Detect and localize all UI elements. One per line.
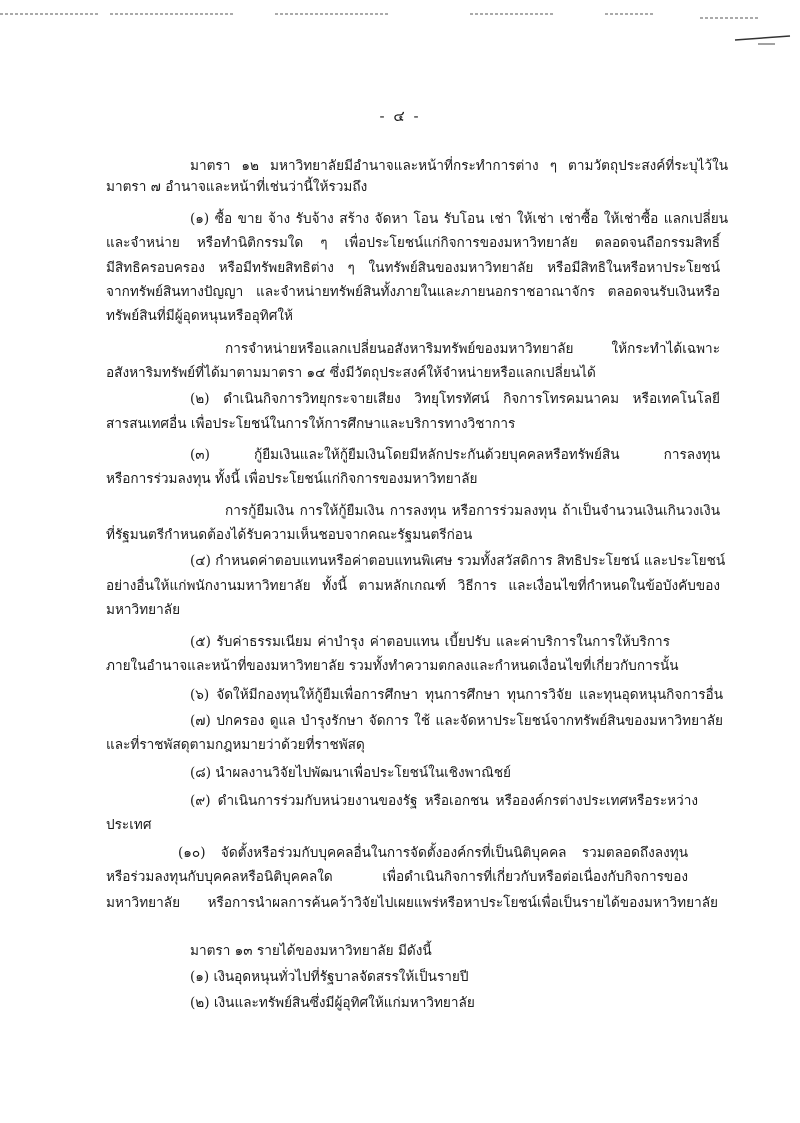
paragraph-line: อสังหาริมทรัพย์ที่ได้มาตามมาตรา ๑๔ ซึ่งมีวัตถุประสงค์ให้จำหน่ายหรือแลกเปลี่ยนได้ bbox=[106, 365, 596, 381]
section-13-heading-line: มาตรา ๑๓ รายได้ของมหาวิทยาลัย มีดังนี้ bbox=[190, 943, 432, 959]
paragraph-line: มีสิทธิครอบครอง หรือมีทรัพยสิทธิต่าง ๆ ในทรัพย์สินของมหาวิทยาลัย หรือมีสิทธิในหรือหาประโยชน์ bbox=[106, 260, 720, 276]
income-item-2-line: (๒) เงินและทรัพย์สินซึ่งมีผู้อุทิศให้แก่มหาวิทยาลัย bbox=[190, 995, 475, 1011]
paragraph-line: ที่รัฐมนตรีกำหนดต้องได้รับความเห็นชอบจากคณะรัฐมนตรีก่อน bbox=[106, 527, 473, 543]
paragraph-line: ประเทศ bbox=[106, 817, 152, 833]
paragraph-line: และที่ราชพัสดุตามกฎหมายว่าด้วยที่ราชพัสดุ bbox=[106, 737, 365, 753]
paragraph-line: มหาวิทยาลัย หรือการนำผลการค้นคว้าวิจัยไปเผยแพร่หรือหาประโยชน์เพื่อเป็นรายได้ของมหาวิทยาลัย bbox=[106, 895, 718, 911]
paragraph-line: ทรัพย์สินที่มีผู้อุดหนุนหรืออุทิศให้ bbox=[106, 308, 293, 324]
item-8-line: (๘) นำผลงานวิจัยไปพัฒนาเพื่อประโยชน์ในเชิงพาณิชย์ bbox=[190, 765, 512, 781]
page-number: - ๔ - bbox=[379, 107, 421, 125]
item-10-line: (๑๐) จัดตั้งหรือร่วมกับบุคคลอื่นในการจัดตั้งองค์กรที่เป็นนิติบุคคล รวมตลอดถึงลงทุน bbox=[178, 845, 688, 861]
paragraph-line: หรือร่วมลงทุนกับบุคคลหรือนิติบุคคลใด เพื่อดำเนินกิจการที่เกี่ยวกับหรือต่อเนื่องกับกิจการของ bbox=[106, 869, 688, 885]
paragraph-line: การกู้ยืมเงิน การให้กู้ยืมเงิน การลงทุน หรือการร่วมลงทุน ถ้าเป็นจำนวนเงินเกินวงเงิน bbox=[225, 503, 720, 519]
paragraph-line: หรือการร่วมลงทุน ทั้งนี้ เพื่อประโยชน์แก่กิจการของมหาวิทยาลัย bbox=[106, 471, 478, 487]
paragraph-line: และจำหน่าย หรือทำนิติกรรมใด ๆ เพื่อประโยชน์แก่กิจการของมหาวิทยาลัย ตลอดจนถือกรรมสิทธิ์ bbox=[106, 235, 720, 251]
item-3-line: (๓) กู้ยืมเงินและให้กู้ยืมเงินโดยมีหลักประกันด้วยบุคคลหรือทรัพย์สิน การลงทุน bbox=[190, 447, 720, 463]
section-12-heading-line: มาตรา ๑๒ มหาวิทยาลัยมีอำนาจและหน้าที่กระทำการต่าง ๆ ตามวัตถุประสงค์ที่ระบุไว้ใน bbox=[190, 158, 728, 174]
income-item-1-line: (๑) เงินอุดหนุนทั่วไปที่รัฐบาลจัดสรรให้เป็นรายปี bbox=[190, 969, 469, 985]
item-1-line: (๑) ซื้อ ขาย จ้าง รับจ้าง สร้าง จัดหา โอน รับโอน เช่า ให้เช่า เช่าซื้อ ให้เช่าซื้อ แลกเปลี่ยน bbox=[190, 211, 728, 227]
item-4-line: (๔) กำหนดค่าตอบแทนหรือค่าตอบแทนพิเศษ รวมทั้งสวัสดิการ สิทธิประโยชน์ และประโยชน์ bbox=[190, 553, 726, 569]
paragraph-line: มาตรา ๗ อำนาจและหน้าที่เช่นว่านี้ให้รวมถึง bbox=[106, 179, 368, 195]
paragraph-line: การจำหน่ายหรือแลกเปลี่ยนอสังหาริมทรัพย์ของมหาวิทยาลัย ให้กระทำได้เฉพาะ bbox=[225, 341, 720, 357]
paragraph-line: ภายในอำนาจและหน้าที่ของมหาวิทยาลัย รวมทั้งทำความตกลงและกำหนดเงื่อนไขที่เกี่ยวกับการนั้น bbox=[106, 658, 679, 674]
item-7-line: (๗) ปกครอง ดูแล บำรุงรักษา จัดการ ใช้ และจัดหาประโยชน์จากทรัพย์สินของมหาวิทยาลัย bbox=[190, 713, 723, 729]
paragraph-line: จากทรัพย์สินทางปัญญา และจำหน่ายทรัพย์สินทั้งภายในและภายนอกราชอาณาจักร ตลอดจนรับเงินหรือ bbox=[106, 284, 720, 300]
item-6-line: (๖) จัดให้มีกองทุนให้กู้ยืมเพื่อการศึกษา ทุนการศึกษา ทุนการวิจัย และทุนอุดหนุนกิจการอื่น bbox=[190, 687, 723, 703]
paragraph-line: สารสนเทศอื่น เพื่อประโยชน์ในการให้การศึกษาและบริการทางวิชาการ bbox=[106, 416, 516, 432]
scan-artifact-lines bbox=[0, 0, 800, 60]
paragraph-line: อย่างอื่นให้แก่พนักงานมหาวิทยาลัย ทั้งนี้ ตามหลักเกณฑ์ วิธีการ และเงื่อนไขที่กำหนดในข้อบังคับของ bbox=[106, 578, 720, 594]
item-2-line: (๒) ดำเนินกิจการวิทยุกระจายเสียง วิทยุโทรทัศน์ กิจการโทรคมนาคม หรือเทคโนโลยี bbox=[190, 391, 720, 407]
paragraph-line: มหาวิทยาลัย bbox=[106, 602, 181, 618]
item-5-line: (๕) รับค่าธรรมเนียม ค่าบำรุง ค่าตอบแทน เบี้ยปรับ และค่าบริการในการให้บริการ bbox=[190, 634, 670, 650]
item-9-line: (๙) ดำเนินการร่วมกับหน่วยงานของรัฐ หรือเอกชน หรือองค์กรต่างประเทศหรือระหว่าง bbox=[190, 793, 698, 809]
